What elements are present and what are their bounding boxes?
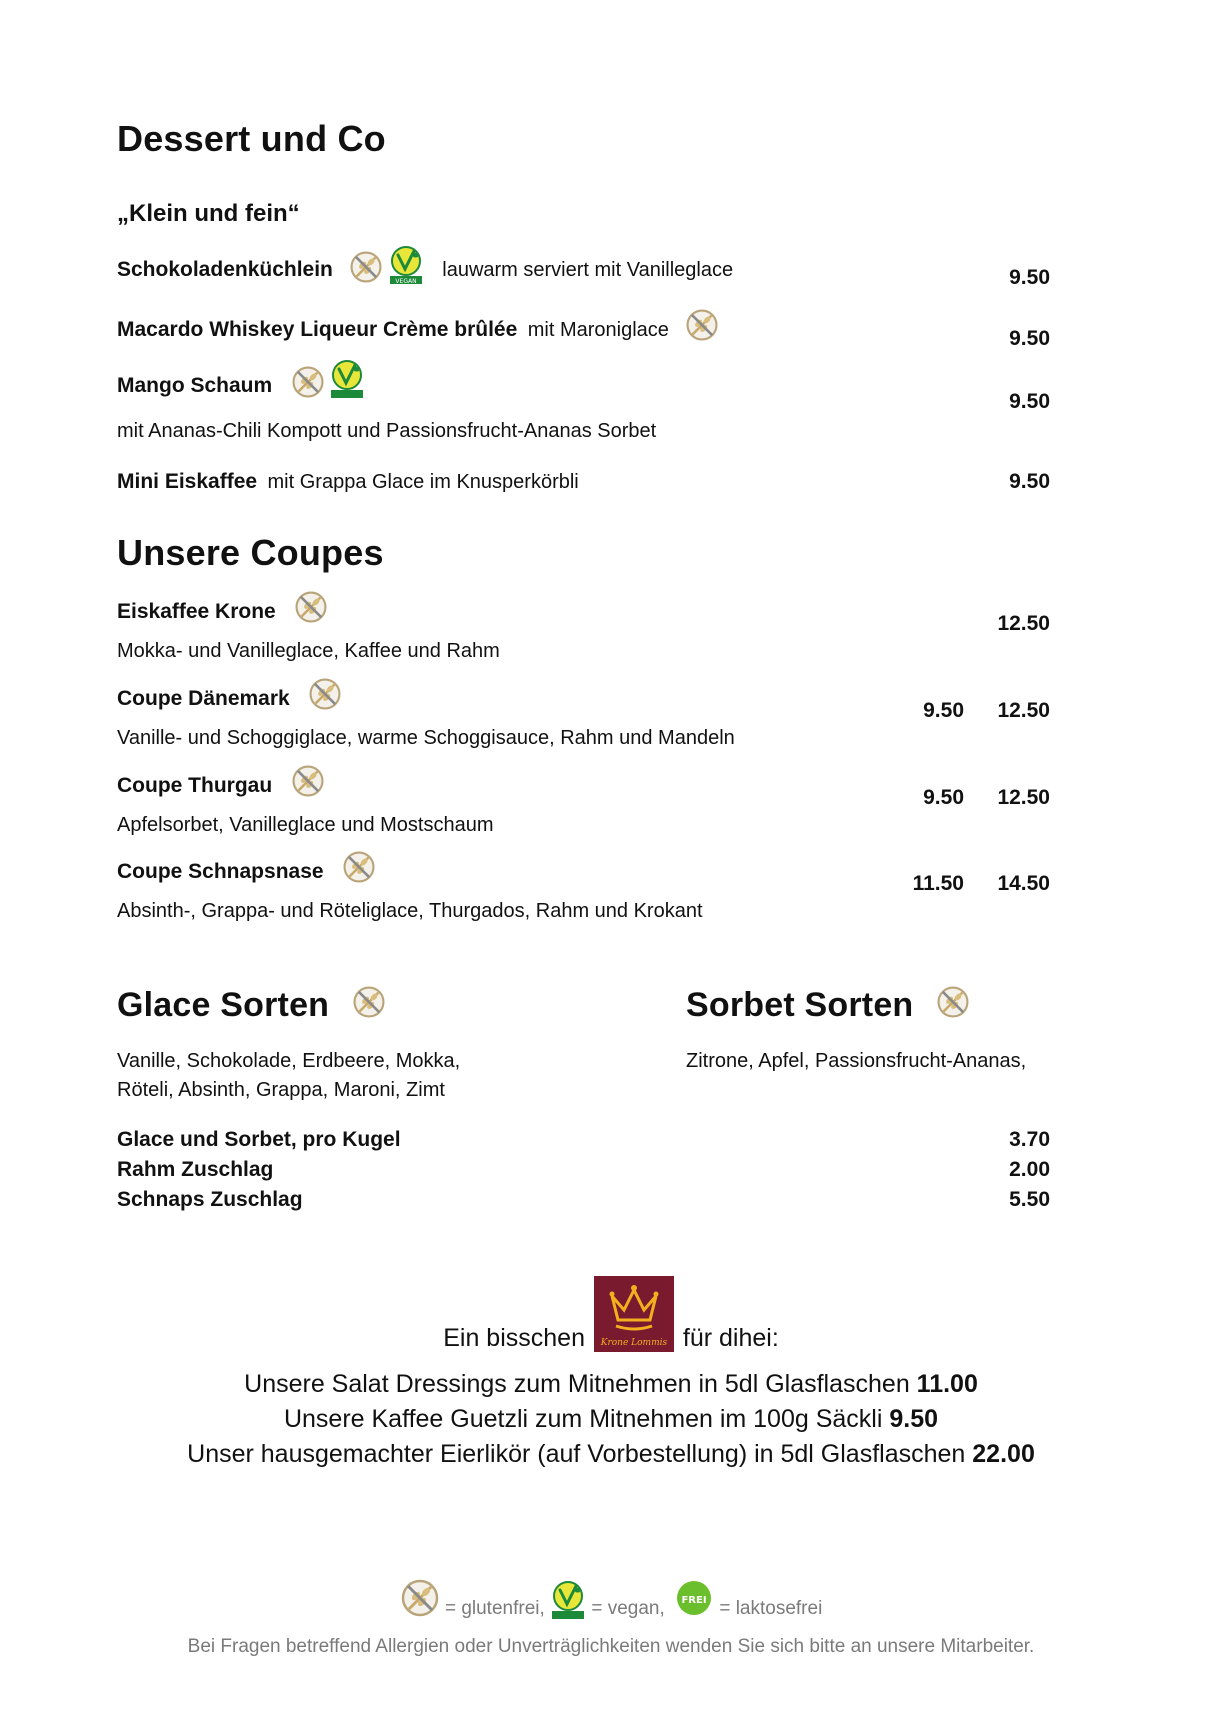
- menu-item: [117, 318, 719, 342]
- menu-item: [117, 774, 325, 798]
- section-subtitle: „Klein und fein“: [117, 200, 300, 227]
- lactose-free-icon: [674, 1578, 714, 1618]
- vegan-icon: [329, 359, 365, 399]
- krone-logo: [594, 1276, 674, 1352]
- menu-item: [117, 258, 733, 285]
- item-price: 9.50: [1009, 266, 1050, 289]
- item-name: Coupe Thurgau: [117, 774, 273, 797]
- item-price: 9.50: [1009, 390, 1050, 413]
- coupes-title: Unsere Coupes: [117, 532, 384, 573]
- gluten-free-icon: [936, 985, 970, 1019]
- promo-line: [0, 1405, 1222, 1434]
- promo-line-text: Unsere Kaffee Guetzli zum Mitnehmen im 100g Säckli: [283, 1405, 883, 1433]
- gluten-free-icon: [308, 677, 342, 711]
- glace-flavours-line2: Röteli, Absinth, Grappa, Maroni, Zimt: [117, 1079, 445, 1101]
- gluten-free-icon: [294, 590, 328, 624]
- gluten-free-icon: [291, 764, 325, 798]
- item-description: mit Maroniglace: [527, 319, 669, 341]
- menu-item: [117, 470, 579, 494]
- item-price-small: 9.50: [923, 786, 964, 809]
- promo-line-price: 9.50: [889, 1405, 939, 1433]
- extra-price: 5.50: [1009, 1188, 1050, 1211]
- promo-before-logo: Ein bisschen: [443, 1324, 585, 1352]
- item-price-small: 9.50: [923, 699, 964, 722]
- promo-line: [0, 1440, 1222, 1469]
- item-name: Macardo Whiskey Liqueur Crème brûlée: [117, 318, 518, 341]
- promo-heading: [0, 1276, 1222, 1353]
- item-price: 12.50: [997, 699, 1050, 722]
- item-name: Schokoladenküchlein: [117, 258, 333, 281]
- item-price: 9.50: [1009, 470, 1050, 493]
- sorbet-title: Sorbet Sorten: [686, 986, 914, 1024]
- promo-line-price: 11.00: [916, 1370, 978, 1398]
- promo-line: [0, 1370, 1222, 1399]
- item-description: mit Ananas-Chili Kompott und Passionsfrucht-Ananas Sorbet: [117, 420, 657, 442]
- glace-flavours-line1: Vanille, Schokolade, Erdbeere, Mokka,: [117, 1050, 461, 1072]
- promo-line-text: Unser hausgemachter Eierlikör (auf Vorbestellung) in 5dl Glasflaschen: [187, 1440, 966, 1468]
- promo-line-text: Unsere Salat Dressings zum Mitnehmen in 5dl Glasflaschen: [244, 1370, 910, 1398]
- item-name: Coupe Dänemark: [117, 687, 290, 710]
- legend-lactose: = laktosefrei: [719, 1598, 823, 1619]
- extra-name: Schnaps Zuschlag: [117, 1188, 303, 1211]
- page-title: Dessert und Co: [117, 118, 386, 159]
- vegan-icon: [550, 1580, 586, 1620]
- sorbet-header: [686, 986, 970, 1025]
- allergy-note: Bei Fragen betreffend Allergien oder Unverträglichkeiten wenden Sie sich bitte an unsere Mitarbeiter.: [187, 1636, 1035, 1657]
- item-description: Absinth-, Grappa- und Röteliglace, Thurgados, Rahm und Krokant: [117, 900, 703, 922]
- menu-item: [117, 860, 376, 884]
- glace-header: [117, 986, 386, 1025]
- item-name: Eiskaffee Krone: [117, 600, 276, 623]
- gluten-free-icon: [349, 250, 383, 284]
- item-description: mit Grappa Glace im Knusperkörbli: [267, 471, 579, 493]
- extra-price: 2.00: [1009, 1158, 1050, 1181]
- item-price: 14.50: [997, 872, 1050, 895]
- item-price: 12.50: [997, 786, 1050, 809]
- lactose-badge-text: FREI: [681, 1595, 707, 1606]
- promo-line-price: 22.00: [972, 1440, 1035, 1468]
- item-description: Apfelsorbet, Vanilleglace und Mostschaum: [117, 814, 494, 836]
- item-price-small: 11.50: [912, 872, 964, 895]
- extra-price: 3.70: [1009, 1128, 1050, 1151]
- gluten-free-icon: [352, 985, 386, 1019]
- promo-after-logo: für dihei:: [682, 1324, 779, 1352]
- gluten-free-icon: [291, 365, 325, 399]
- extra-name: Glace und Sorbet, pro Kugel: [117, 1128, 401, 1151]
- vegan-badge-text: VEGAN: [395, 277, 417, 285]
- item-name: Mango Schaum: [117, 374, 273, 397]
- extra-name: Rahm Zuschlag: [117, 1158, 274, 1181]
- legend-gluten: = glutenfrei,: [444, 1598, 545, 1619]
- vegan-icon: [388, 245, 424, 285]
- menu-item: [117, 374, 365, 399]
- menu-item: [117, 687, 342, 711]
- gluten-free-icon: [400, 1578, 440, 1618]
- item-description: lauwarm serviert mit Vanilleglace: [442, 259, 734, 281]
- item-name: Coupe Schnapsnase: [117, 860, 324, 883]
- item-description: Mokka- und Vanilleglace, Kaffee und Rahm: [117, 640, 500, 662]
- item-price: 9.50: [1009, 327, 1050, 350]
- glace-title: Glace Sorten: [117, 986, 330, 1024]
- gluten-free-icon: [342, 850, 376, 884]
- logo-text: Krone Lommis: [600, 1338, 668, 1348]
- legend-vegan: = vegan,: [591, 1598, 665, 1619]
- item-price: 12.50: [997, 612, 1050, 635]
- gluten-free-icon: [685, 308, 719, 342]
- item-name: Mini Eiskaffee: [117, 470, 258, 493]
- item-description: Vanille- und Schoggiglace, warme Schoggisauce, Rahm und Mandeln: [117, 727, 735, 749]
- menu-item: [117, 600, 328, 624]
- allergen-legend: [0, 1578, 1222, 1620]
- sorbet-flavours-line1: Zitrone, Apfel, Passionsfrucht-Ananas,: [686, 1050, 1027, 1072]
